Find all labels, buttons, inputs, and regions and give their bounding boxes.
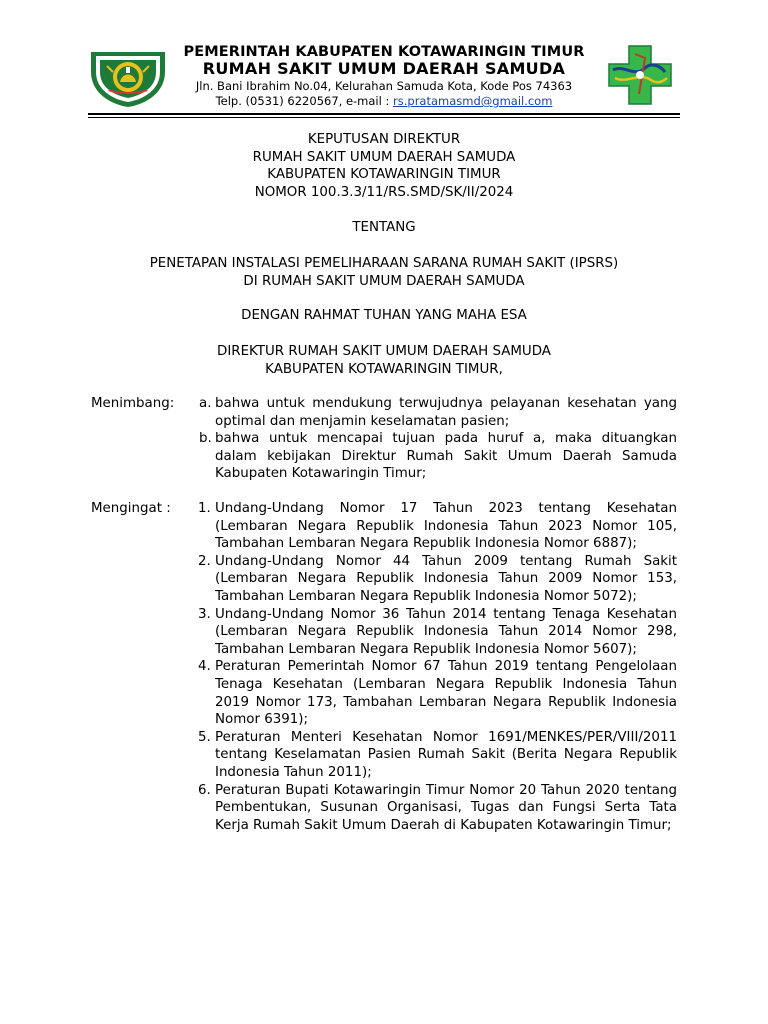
kotawaringin-timur-emblem-icon: [87, 46, 169, 108]
item-marker: a.: [199, 396, 212, 411]
rahmat-line: DENGAN RAHMAT TUHAN YANG MAHA ESA: [241, 308, 527, 323]
decree-hospital: RUMAH SAKIT UMUM DAERAH SAMUDA: [252, 149, 516, 165]
director-line-1: DIREKTUR RUMAH SAKIT UMUM DAERAH SAMUDA: [217, 344, 551, 359]
item-text: bahwa untuk mencapai tujuan pada huruf a, maka dituangkan dalam kebijakan Direktur Rumah Sakit Umum Daerah Samuda Kabupaten Kotawaringin Timur;: [215, 431, 677, 482]
mengingat-label: Mengingat :: [91, 501, 171, 516]
hospital-name: RUMAH SAKIT UMUM DAERAH SAMUDA: [202, 59, 566, 78]
decree-title: KEPUTUSAN DIREKTUR: [307, 132, 461, 147]
list-item: [198, 729, 677, 782]
item-marker: b.: [199, 431, 212, 447]
director-heading: [88, 343, 680, 378]
director-line-2: KABUPATEN KOTAWARINGIN TIMUR,: [265, 361, 503, 377]
item-text: Undang-Undang Nomor 17 Tahun 2023 tentang Kesehatan (Lembaran Negara Republik Indonesia Tahun 2023 Nomor 105, Tambahan Lembaran Negara Republik Indonesia Nomor 6887);: [215, 501, 677, 552]
letterhead-rule-thin: [88, 117, 680, 118]
hospital-address: Jln. Bani Ibrahim No.04, Kelurahan Samuda Kota, Kode Pos 74363: [195, 79, 573, 93]
item-text: bahwa untuk mendukung terwujudnya pelayanan kesehatan yang optimal dan menjamin keselamatan pasien;: [215, 396, 677, 429]
item-text: Peraturan Menteri Kesehatan Nomor 1691/MENKES/PER/VIII/2011 tentang Keselamatan Pasien Rumah Sakit (Berita Negara Republik Indonesia Tahun 2011);: [215, 729, 677, 780]
list-item: [198, 658, 677, 728]
list-item: [198, 782, 677, 835]
decree-regency: KABUPATEN KOTAWARINGIN TIMUR: [267, 167, 501, 183]
menimbang-label: Menimbang:: [91, 396, 175, 411]
item-marker: 2.: [198, 553, 211, 569]
list-item: [198, 606, 677, 659]
letterhead-rule-thick: [88, 113, 680, 115]
item-text: Undang-Undang Nomor 36 Tahun 2014 tentang Tenaga Kesehatan (Lembaran Negara Republik Indonesia Tahun 2014 Nomor 298, Tambahan Lembaran Negara Republik Indonesia Nomor 5607);: [215, 606, 677, 657]
phone-text: Telp. (0531) 6220567, e-mail :: [215, 94, 394, 108]
item-text: Undang-Undang Nomor 44 Tahun 2009 tentang Rumah Sakit (Lembaran Negara Republik Indonesia Tahun 2009 Nomor 153, Tambahan Lembaran Negara Republik Indonesia Nomor 5072);: [215, 553, 677, 604]
item-text: Peraturan Bupati Kotawaringin Timur Nomor 20 Tahun 2020 tentang Pembentukan, Susunan Organisasi, Tugas dan Fungsi Serta Tata Kerja Rumah Sakit Umum Daerah di Kabupaten Kotawaringin Timur;: [215, 782, 677, 833]
subject-line-2: DI RUMAH SAKIT UMUM DAERAH SAMUDA: [243, 273, 525, 289]
menimbang-section: [91, 395, 677, 483]
decree-heading: [88, 131, 680, 201]
subject-line-1: PENETAPAN INSTALASI PEMELIHARAAN SARANA RUMAH SAKIT (IPSRS): [149, 256, 619, 271]
government-name: PEMERINTAH KABUPATEN KOTAWARINGIN TIMUR: [183, 44, 585, 60]
letterhead-text: [168, 44, 600, 109]
item-marker: 1.: [198, 501, 211, 516]
decree-subject: [88, 255, 680, 290]
health-cross-icon: [605, 44, 675, 106]
hospital-contact: [168, 94, 600, 109]
list-item: [199, 395, 677, 430]
item-marker: 5.: [198, 729, 211, 745]
list-item: [198, 500, 677, 553]
tentang-heading: TENTANG: [352, 220, 416, 235]
decree-number: NOMOR 100.3.3/11/RS.SMD/SK/II/2024: [254, 184, 514, 200]
item-marker: 6.: [198, 782, 211, 798]
item-marker: 4.: [198, 659, 211, 675]
item-marker: 3.: [198, 606, 211, 622]
list-item: [198, 553, 677, 606]
list-item: [199, 430, 677, 483]
mengingat-section: [91, 500, 677, 834]
item-text: Peraturan Pemerintah Nomor 67 Tahun 2019 tentang Pengelolaan Tenaga Kesehatan (Lembaran Negara Republik Indonesia Tahun 2019 Nomor 173, Tambahan Lembaran Negara Republik Indonesia Nomor 6391);: [215, 659, 677, 728]
email-link[interactable]: rs.pratamasmd@gmail.com: [393, 94, 553, 108]
